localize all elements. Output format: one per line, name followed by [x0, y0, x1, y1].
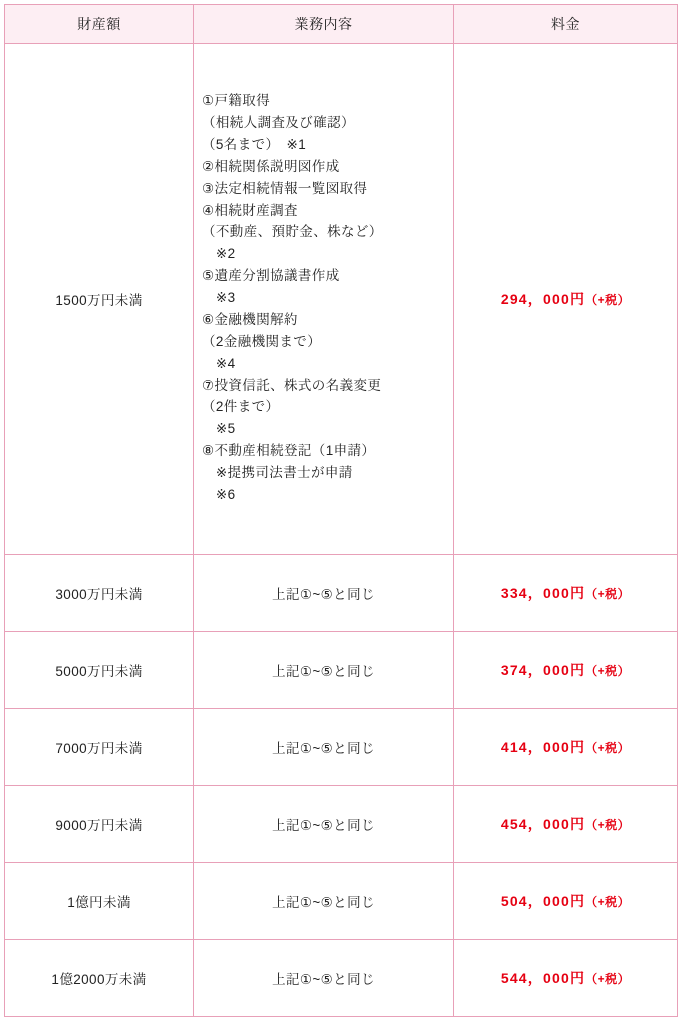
table-row: [5, 632, 678, 709]
cell-work-detail: [194, 44, 454, 555]
work-line: ※2: [202, 246, 236, 262]
cell-asset: 3000万円未満: [5, 555, 194, 632]
fee-amount: 414，000円: [500, 739, 586, 755]
cell-fee: [454, 44, 678, 555]
work-line: ※4: [202, 355, 236, 371]
work-line: ⑥金融機関解約: [202, 311, 298, 327]
table-row: [5, 709, 678, 786]
fee-amount: 294，000円: [500, 291, 586, 307]
fee-amount: 334，000円: [500, 585, 586, 601]
cell-asset: 1億2000万未満: [5, 940, 194, 1017]
work-line: ⑦投資信託、株式の名義変更: [202, 377, 382, 393]
fee-tax-note: （+税）: [585, 664, 631, 678]
cell-work: 上記①~⑤と同じ: [194, 709, 454, 786]
work-line: ③法定相続情報一覧図取得: [202, 180, 368, 196]
fee-amount: 374，000円: [500, 662, 586, 678]
cell-work: 上記①~⑤と同じ: [194, 863, 454, 940]
fee-amount: 454，000円: [500, 816, 586, 832]
fee-tax-note: （+税）: [585, 587, 631, 601]
work-line: （2件まで）: [202, 399, 280, 415]
table-header: [5, 5, 678, 44]
work-line: ※6: [202, 486, 236, 502]
table-row: [5, 863, 678, 940]
fee-amount: 544，000円: [500, 970, 586, 986]
fee-tax-note: （+税）: [585, 895, 631, 909]
fee-table: [4, 4, 678, 1017]
cell-fee: [454, 709, 678, 786]
cell-work: 上記①~⑤と同じ: [194, 940, 454, 1017]
fee-amount: 504，000円: [500, 893, 586, 909]
cell-fee: [454, 786, 678, 863]
work-line: ②相続関係説明図作成: [202, 158, 340, 174]
column-header-fee: 料金: [454, 5, 678, 44]
work-line: ④相続財産調査: [202, 202, 298, 218]
cell-work: 上記①~⑤と同じ: [194, 555, 454, 632]
cell-work: 上記①~⑤と同じ: [194, 632, 454, 709]
cell-asset: 1500万円未満: [5, 44, 194, 555]
table-row: [5, 940, 678, 1017]
work-line: （不動産、預貯金、株など）: [202, 224, 383, 240]
work-line: ※3: [202, 290, 236, 306]
column-header-work: 業務内容: [194, 5, 454, 44]
work-line: ①戸籍取得: [202, 93, 271, 109]
work-line: （2金融機関まで）: [202, 333, 322, 349]
table-row: [5, 555, 678, 632]
work-line: ⑤遺産分割協議書作成: [202, 268, 340, 284]
table-body: [5, 44, 678, 1017]
work-line: ⑧不動産相続登記（1申請）: [202, 443, 376, 459]
fee-tax-note: （+税）: [585, 818, 631, 832]
work-line: ※提携司法書士が申請: [202, 464, 353, 480]
fee-tax-note: （+税）: [585, 293, 631, 307]
cell-fee: [454, 940, 678, 1017]
fee-tax-note: （+税）: [585, 741, 631, 755]
cell-asset: 1億円未満: [5, 863, 194, 940]
cell-fee: [454, 555, 678, 632]
table-row: [5, 44, 678, 555]
cell-work: 上記①~⑤と同じ: [194, 786, 454, 863]
fee-tax-note: （+税）: [585, 972, 631, 986]
table-row: [5, 786, 678, 863]
cell-fee: [454, 863, 678, 940]
cell-asset: 9000万円未満: [5, 786, 194, 863]
cell-fee: [454, 632, 678, 709]
table-header-row: [5, 5, 678, 44]
work-line: （相続人調査及び確認）: [202, 115, 355, 131]
work-line: （5名まで） ※1: [202, 137, 307, 153]
cell-asset: 5000万円未満: [5, 632, 194, 709]
column-header-asset: 財産額: [5, 5, 194, 44]
work-line: ※5: [202, 421, 236, 437]
cell-asset: 7000万円未満: [5, 709, 194, 786]
